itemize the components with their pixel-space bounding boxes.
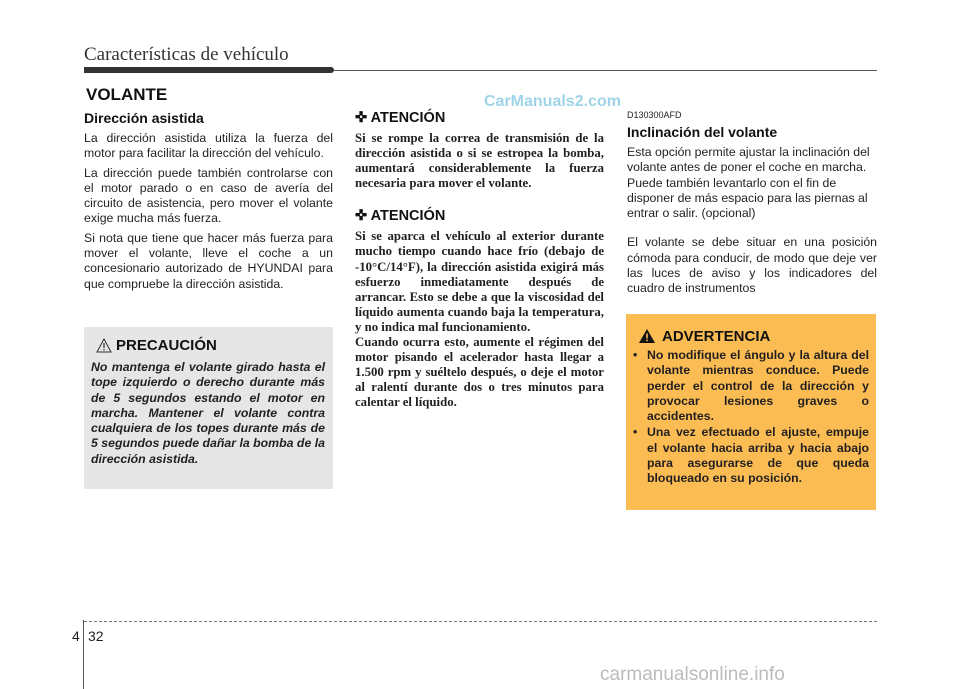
cross-icon: ✜ <box>355 208 368 225</box>
warning-box <box>626 314 876 510</box>
caution-triangle-icon <box>96 338 112 353</box>
caution-title: PRECAUCIÓN <box>116 337 217 354</box>
warning-list <box>633 348 869 488</box>
footer-vertical-rule <box>83 620 84 689</box>
attention-title-1: ATENCIÓN <box>370 110 446 126</box>
attention-text-2a: Si se aparca el vehículo al exterior durante mucho tiempo cuando hace frío (debajo de -10°C/14°F), la dirección asistida exigirá más esfuerzo inmediatamente después de arrancar. Esto se debe a que la viscosidad del líquido aumenta cuando baja la temperatura, y no indica mal funcionamiento. <box>355 229 604 334</box>
watermark-bottom: carmanualsonline.info <box>600 664 785 685</box>
warning-item: • No modifique el ángulo y la altura del volante mientras conduce. Puede perder el control de la dirección y provocar lesiones graves o accidentes. <box>633 348 869 424</box>
caution-text: No mantenga el volante girado hasta el tope izquierdo o derecho durante más de 5 segundos estando el motor en marcha. Mantener el volante contra cualquiera de los topes durante más de 5 segundos puede dañar la bomba de la dirección asistida. <box>91 360 325 466</box>
paragraph: La dirección asistida utiliza la fuerza del motor para facilitar la dirección del vehículo. <box>84 131 333 161</box>
column-1 <box>84 110 333 296</box>
attention-heading-1 <box>355 110 604 126</box>
chapter-number: 4 <box>72 628 80 644</box>
section-code: D130300AFD <box>627 110 682 120</box>
header-title: Características de vehículo <box>84 44 289 65</box>
warning-item: • Una vez efectuado el ajuste, empuje el volante hacia arriba y hacia abajo para asegurarse de que queda bloqueado en su posición. <box>633 425 869 486</box>
warning-title: ADVERTENCIA <box>662 328 771 345</box>
attention-title-2: ATENCIÓN <box>370 208 446 225</box>
paragraph: Esta opción permite ajustar la inclinación del volante antes de poner el coche en marcha. Puede también levantarlo con el fin de disponer de más espacio para las piernas al entrar o salir. (opcional) <box>627 145 870 221</box>
header-rule-thick <box>84 67 334 73</box>
paragraph: Si nota que tiene que hacer más fuerza para mover el volante, lleve el coche a un concesionario autorizado de HYUNDAI para que compruebe la dirección asistida. <box>84 230 333 291</box>
attention-text-2b: Cuando ocurra esto, aumente el régimen del motor pisando el acelerador hasta llegar a 1.500 rpm y suéltelo después, o deje el motor al ralentí durante dos o tres minutos para calentar el líquido. <box>355 335 604 410</box>
cross-icon: ✜ <box>355 110 368 126</box>
page-number: 32 <box>88 628 104 644</box>
tilt-steering-heading: Inclinación del volante <box>627 124 778 140</box>
warning-triangle-icon <box>638 328 656 344</box>
power-steering-heading: Dirección asistida <box>84 110 204 126</box>
header-rule-thin <box>334 70 877 71</box>
watermark-top: CarManuals2.com <box>484 93 621 110</box>
paragraph: La dirección puede también controlarse con el motor parado o en caso de avería del circuito de asistencia, pero mover el volante exige mucha más fuerza. <box>84 165 333 226</box>
caution-box <box>84 327 333 489</box>
footer-divider <box>84 621 877 622</box>
column-2 <box>355 110 604 411</box>
attention-text-1: Si se rompe la correa de transmisión de la dirección asistida o si se estropea la bomba, aumentará considerablemente la fuerza necesaria para mover el volante. <box>355 131 604 191</box>
paragraph: El volante se debe situar en una posición cómoda para conducir, de modo que deje ver las luces de aviso y los indicadores del cuadro de instrumentos <box>627 235 877 296</box>
column-3 <box>627 110 877 301</box>
section-title: VOLANTE <box>86 85 168 104</box>
attention-heading-2 <box>355 208 604 224</box>
